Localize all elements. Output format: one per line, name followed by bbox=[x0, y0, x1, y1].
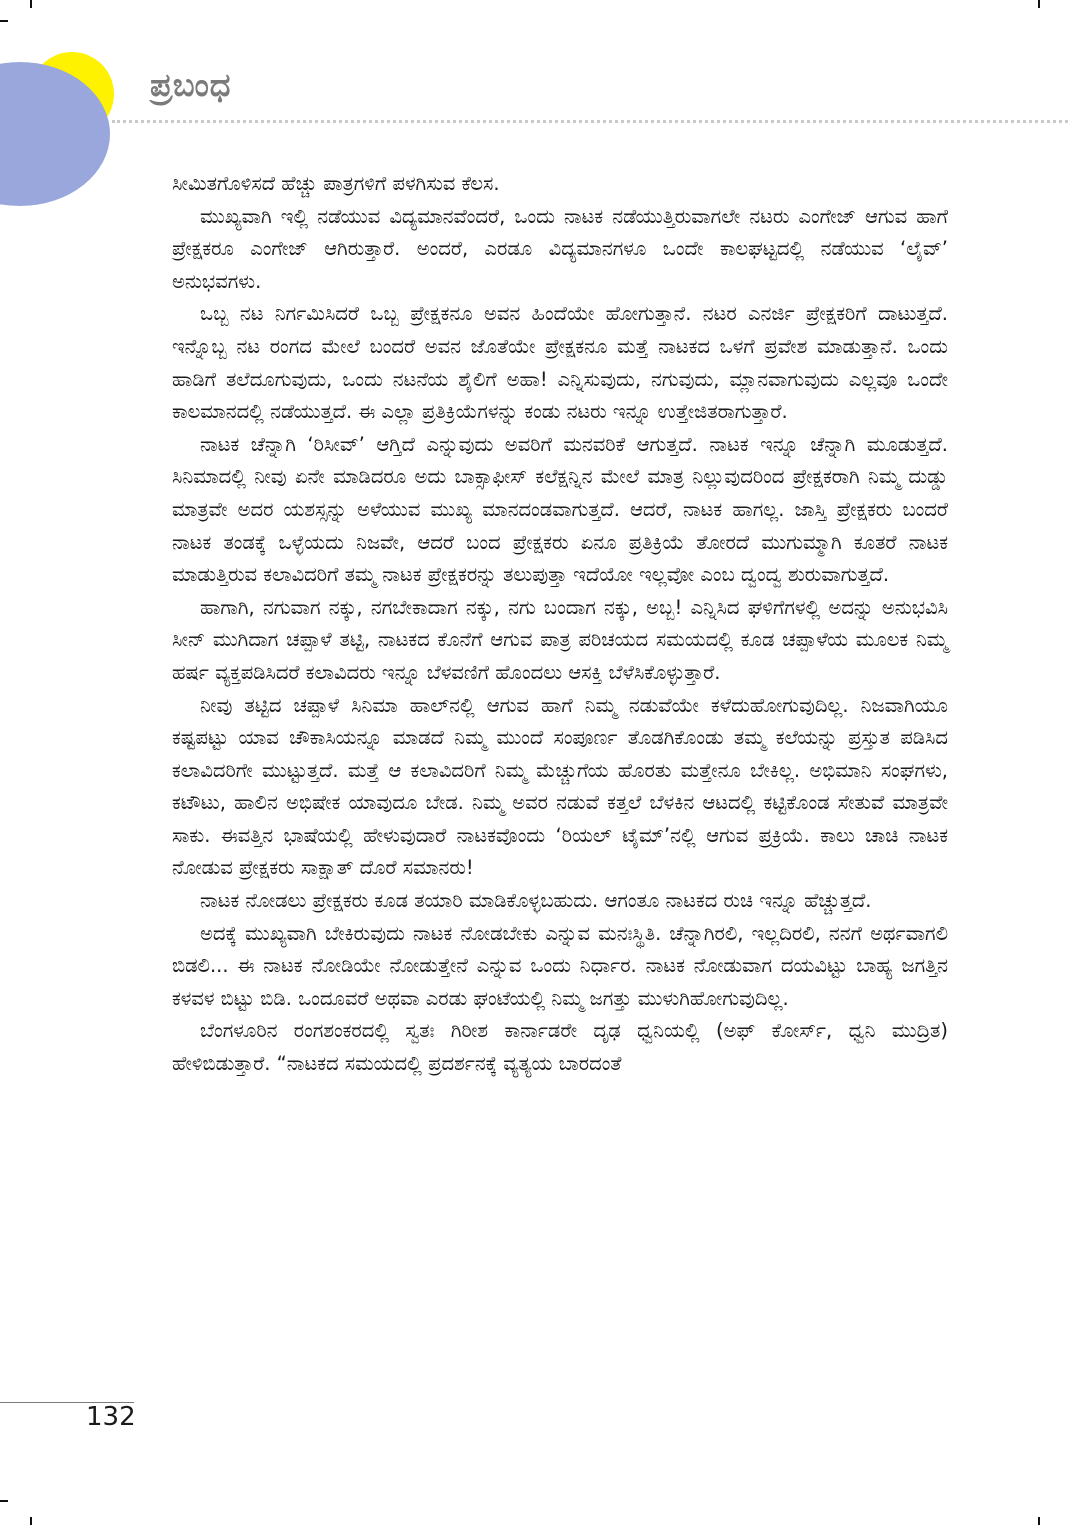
paragraph: ಸೀಮಿತಗೊಳಿಸದೆ ಹೆಚ್ಚು ಪಾತ್ರಗಳಿಗೆ ಪಳಗಿಸುವ ಕೆಲಸ. bbox=[172, 172, 500, 195]
paragraph: ನಾಟಕ ನೋಡಲು ಪ್ರೇಕ್ಷಕರು ಕೂಡ ತಯಾರಿ ಮಾಡಿಕೊಳ್ಳಬಹುದು. ಆಗಂತೂ ನಾಟಕದ ರುಚಿ ಇನ್ನೂ ಹೆಚ್ಚುತ್ತದೆ. bbox=[200, 889, 872, 913]
article-body bbox=[172, 168, 948, 1081]
paragraph: ಒಬ್ಬ ನಟ ನಿರ್ಗಮಿಸಿದರೆ ಒಬ್ಬ ಪ್ರೇಕ್ಷಕನೂ ಅವನ ಹಿಂದೆಯೇ ಹೋಗುತ್ತಾನೆ. ನಟರ ಎನರ್ಜಿ ಪ್ರೇಕ್ಷಕರಿಗೆ ದಾಟುತ್ತದೆ. ಇನ್ನೊಬ್ಬ ನಟ ರಂಗದ ಮೇಲೆ ಬಂದರೆ ಅವನ ಜೊತೆಯೇ ಪ್ರೇಕ್ಷಕನೂ ಮತ್ತೆ ನಾಟಕದ ಒಳಗೆ ಪ್ರವೇಶ ಮಾಡುತ್ತಾನೆ. ಒಂದು ಹಾಡಿಗೆ ತಲೆದೂಗುವುದು, ಒಂದು ನಟನೆಯ ಶೈಲಿಗೆ ಅಹಾ! ಎನ್ನಿಸುವುದು, ನಗುವುದು, ಮ್ಲಾನವಾಗುವುದು ಎಲ್ಲವೂ ಒಂದೇ ಕಾಲಮಾನದಲ್ಲಿ ನಡೆಯುತ್ತದೆ. ಈ ಎಲ್ಲಾ ಪ್ರತಿಕ್ರಿಯೆಗಳನ್ನು ಕಂಡು ನಟರು ಇನ್ನೂ ಉತ್ತೇಜಿತರಾಗುತ್ತಾರೆ. bbox=[172, 302, 948, 424]
paragraph: ಮುಖ್ಯವಾಗಿ ಇಲ್ಲಿ ನಡೆಯುವ ವಿದ್ಯಮಾನವೆಂದರೆ, ಒಂದು ನಾಟಕ ನಡೆಯುತ್ತಿರುವಾಗಲೇ ನಟರು ಎಂಗೇಜ್ ಆಗುವ ಹಾಗೆ ಪ್ರೇಕ್ಷಕರೂ ಎಂಗೇಜ್ ಆಗಿರುತ್ತಾರೆ. ಅಂದರೆ, ಎರಡೂ ವಿದ್ಯಮಾನಗಳೂ ಒಂದೇ ಕಾಲಘಟ್ಟದಲ್ಲಿ ನಡೆಯುವ ‘ಲೈವ್’ ಅನುಭವಗಳು. bbox=[172, 204, 948, 293]
header-decoration bbox=[0, 40, 140, 220]
crop-mark-bottom-right bbox=[1038, 1517, 1040, 1525]
crop-mark-top-right bbox=[1038, 0, 1040, 8]
crop-mark-top-left bbox=[30, 0, 32, 8]
paragraph: ನೀವು ತಟ್ಟಿದ ಚಪ್ಪಾಳೆ ಸಿನಿಮಾ ಹಾಲ್‌ನಲ್ಲಿ ಆಗುವ ಹಾಗೆ ನಿಮ್ಮ ನಡುವೆಯೇ ಕಳೆದುಹೋಗುವುದಿಲ್ಲ. ನಿಜವಾಗಿಯೂ ಕಷ್ಟಪಟ್ಟು ಯಾವ ಚೌಕಾಸಿಯನ್ನೂ ಮಾಡದೆ ನಿಮ್ಮ ಮುಂದೆ ಸಂಪೂರ್ಣ ತೊಡಗಿಕೊಂಡು ತಮ್ಮ ಕಲೆಯನ್ನು ಪ್ರಸ್ತುತ ಪಡಿಸಿದ ಕಲಾವಿದರಿಗೇ ಮುಟ್ಟುತ್ತದೆ. ಮತ್ತೆ ಆ ಕಲಾವಿದರಿಗೆ ನಿಮ್ಮ ಮೆಚ್ಚುಗೆಯ ಹೊರತು ಮತ್ತೇನೂ ಬೇಕಿಲ್ಲ. ಅಭಿಮಾನಿ ಸಂಘಗಳು, ಕಟೌಟು, ಹಾಲಿನ ಅಭಿಷೇಕ ಯಾವುದೂ ಬೇಡ. ನಿಮ್ಮ ಅವರ ನಡುವೆ ಕತ್ತಲೆ ಬೆಳಕಿನ ಆಟದಲ್ಲಿ ಕಟ್ಟಿಕೊಂಡ ಸೇತುವೆ ಮಾತ್ರವೇ ಸಾಕು. ಈವತ್ತಿನ ಭಾಷೆಯಲ್ಲಿ ಹೇಳುವುದಾರೆ ನಾಟಕವೊಂದು ‘ರಿಯಲ್ ಟೈಮ್’ನಲ್ಲಿ ಆಗುವ ಪ್ರಕ್ರಿಯೆ. ಕಾಲು ಚಾಚಿ ನಾಟಕ ನೋಡುವ ಪ್ರೇಕ್ಷಕರು ಸಾಕ್ಷಾತ್ ದೊರೆ ಸಮಾನರು! bbox=[172, 693, 948, 880]
crop-mark-top-left-h bbox=[0, 20, 8, 22]
paragraph: ಹಾಗಾಗಿ, ನಗುವಾಗ ನಕ್ಕು, ನಗಬೇಕಾದಾಗ ನಕ್ಕು, ನಗು ಬಂದಾಗ ನಕ್ಕು, ಅಬ್ಬ! ಎನ್ನಿಸಿದ ಘಳಿಗೆಗಳಲ್ಲಿ ಅದನ್ನು ಅನುಭವಿಸಿ ಸೀನ್ ಮುಗಿದಾಗ ಚಪ್ಪಾಳೆ ತಟ್ಟಿ, ನಾಟಕದ ಕೊನೆಗೆ ಆಗುವ ಪಾತ್ರ ಪರಿಚಯದ ಸಮಯದಲ್ಲಿ ಕೂಡ ಚಪ್ಪಾಳೆಯ ಮೂಲಕ ನಿಮ್ಮ ಹರ್ಷ ವ್ಯಕ್ತಪಡಿಸಿದರೆ ಕಲಾವಿದರು ಇನ್ನೂ ಬೆಳವಣಿಗೆ ಹೊಂದಲು ಆಸಕ್ತಿ ಬೆಳೆಸಿಕೊಳ್ಳುತ್ತಾರೆ. bbox=[172, 595, 948, 684]
page-number: 132 bbox=[86, 1402, 136, 1432]
header-dotted-rule bbox=[112, 120, 1068, 123]
paragraph: ನಾಟಕ ಚೆನ್ನಾಗಿ ‘ರಿಸೀವ್’ ಆಗ್ತಿದೆ ಎನ್ನುವುದು ಅವರಿಗೆ ಮನವರಿಕೆ ಆಗುತ್ತದೆ. ನಾಟಕ ಇನ್ನೂ ಚೆನ್ನಾಗಿ ಮೂಡುತ್ತದೆ. ಸಿನಿಮಾದಲ್ಲಿ ನೀವು ಏನೇ ಮಾಡಿದರೂ ಅದು ಬಾಕ್ಸಾಫೀಸ್ ಕಲೆಕ್ಷನ್ನಿನ ಮೇಲೆ ಮಾತ್ರ ನಿಲ್ಲುವುದರಿಂದ ಪ್ರೇಕ್ಷಕರಾಗಿ ನಿಮ್ಮ ದುಡ್ಡು ಮಾತ್ರವೇ ಅದರ ಯಶಸ್ಸನ್ನು ಅಳೆಯುವ ಮುಖ್ಯ ಮಾನದಂಡವಾಗುತ್ತದೆ. ಆದರೆ, ನಾಟಕ ಹಾಗಲ್ಲ. ಜಾಸ್ತಿ ಪ್ರೇಕ್ಷಕರು ಬಂದರೆ ನಾಟಕ ತಂಡಕ್ಕೆ ಒಳ್ಳೆಯದು ನಿಜವೇ, ಆದರೆ ಬಂದ ಪ್ರೇಕ್ಷಕರು ಏನೂ ಪ್ರತಿಕ್ರಿಯೆ ತೋರದೆ ಮುಗುಮ್ಮಾಗಿ ಕೂತರೆ ನಾಟಕ ಮಾಡುತ್ತಿರುವ ಕಲಾವಿದರಿಗೆ ತಮ್ಮ ನಾಟಕ ಪ್ರೇಕ್ಷಕರನ್ನು ತಲುಪುತ್ತಾ ಇದೆಯೋ ಇಲ್ಲವೋ ಎಂಬ ದ್ವಂದ್ವ ಶುರುವಾಗುತ್ತದೆ. bbox=[172, 432, 948, 587]
crop-mark-bottom-left-h bbox=[0, 1500, 8, 1502]
paragraph: ಅದಕ್ಕೆ ಮುಖ್ಯವಾಗಿ ಬೇಕಿರುವುದು ನಾಟಕ ನೋಡಬೇಕು ಎನ್ನುವ ಮನಃಸ್ಥಿತಿ. ಚೆನ್ನಾಗಿರಲಿ, ಇಲ್ಲದಿರಲಿ, ನನಗೆ ಅರ್ಥವಾಗಲಿ ಬಿಡಲಿ... ಈ ನಾಟಕ ನೋಡಿಯೇ ನೋಡುತ್ತೇನೆ ಎನ್ನುವ ಒಂದು ನಿರ್ಧಾರ. ನಾಟಕ ನೋಡುವಾಗ ದಯವಿಟ್ಟು ಬಾಹ್ಯ ಜಗತ್ತಿನ ಕಳವಳ ಬಿಟ್ಟು ಬಿಡಿ. ಒಂದೂವರೆ ಅಥವಾ ಎರಡು ಘಂಟೆಯಲ್ಲಿ ನಿಮ್ಮ ಜಗತ್ತು ಮುಳುಗಿಹೋಗುವುದಿಲ್ಲ. bbox=[172, 921, 948, 1010]
section-title: ಪ್ರಬಂಧ bbox=[150, 66, 232, 104]
paragraph: ಬೆಂಗಳೂರಿನ ರಂಗಶಂಕರದಲ್ಲಿ ಸ್ವತಃ ಗಿರೀಶ ಕಾರ್ನಾಡರೇ ದೃಢ ಧ್ವನಿಯಲ್ಲಿ (ಅಫ್ ಕೋರ್ಸ್, ಧ್ವನಿ ಮುದ್ರಿತ) ಹೇಳಿಬಿಡುತ್ತಾರೆ. “ನಾಟಕದ ಸಮಯದಲ್ಲಿ ಪ್ರದರ್ಶನಕ್ಕೆ ವ್ಯತ್ಯಯ ಬಾರದಂತೆ bbox=[172, 1019, 948, 1076]
crop-mark-bottom-left bbox=[30, 1517, 32, 1525]
